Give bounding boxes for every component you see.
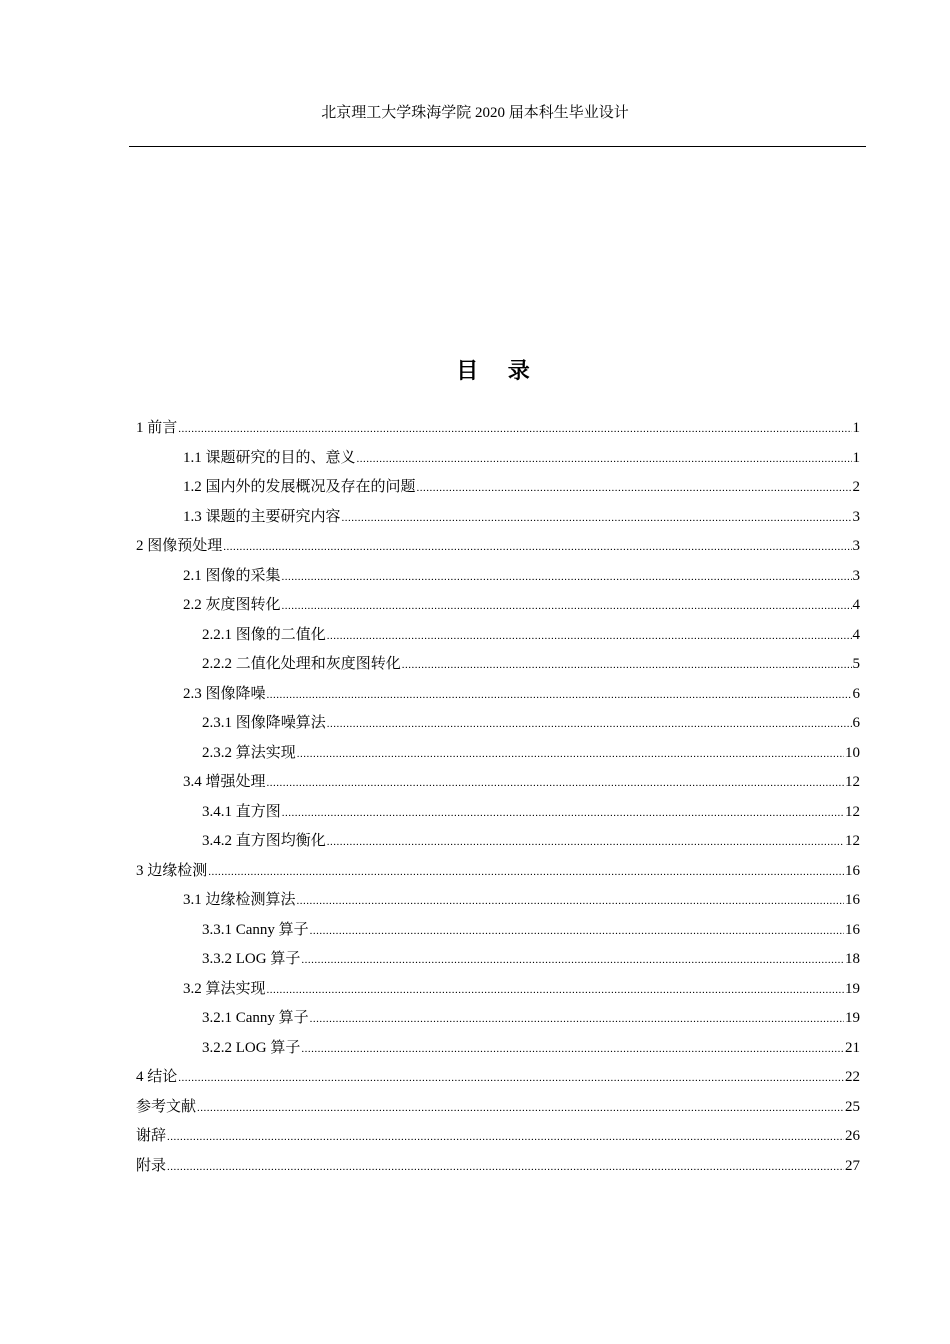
toc-leader-dots [357,445,852,475]
toc-entry-title: 2.3.1 图像降噪算法 [202,715,326,731]
toc-entry[interactable] [136,1093,860,1123]
toc-entry-title: 3.2 算法实现 [183,980,266,997]
toc-leader-dots [301,1035,844,1065]
toc-entry[interactable] [136,562,860,592]
toc-entry-page-number: 27 [845,1157,860,1174]
toc-entry-page-number: 16 [845,862,860,879]
toc-title: 目 录 [456,358,542,383]
toc-leader-dots [267,769,844,799]
toc-entry-page-number: 4 [852,597,860,613]
toc-leader-dots [310,1005,844,1035]
toc-entry-title: 1 前言 [136,420,178,436]
toc-leader-dots [167,1153,844,1183]
toc-entry-page-number: 1 [852,420,860,436]
toc-leader-dots [301,946,844,976]
toc-entry-title: 3.2.1 Canny 算子 [202,1010,309,1026]
toc-entry-page-number: 19 [845,1010,860,1026]
toc-entry[interactable] [136,1004,860,1034]
toc-entry[interactable] [136,975,860,1005]
toc-entry[interactable] [136,768,860,798]
toc-entry-title: 2 图像预处理 [136,538,223,554]
toc-entry[interactable] [136,1034,860,1064]
toc-entry[interactable] [136,739,860,769]
toc-entry-page-number: 3 [852,508,860,525]
toc-entry-title: 1.3 课题的主要研究内容 [183,508,341,525]
toc-leader-dots [223,533,851,563]
toc-entry-page-number: 1 [852,449,860,466]
toc-entry-page-number: 12 [845,833,860,849]
toc-entry-page-number: 26 [845,1128,860,1144]
toc-entry[interactable] [136,1063,860,1093]
toc-entry-title: 2.2.1 图像的二值化 [202,626,326,643]
toc-entry-title: 附录 [136,1157,167,1174]
toc-leader-dots [342,504,852,534]
toc-entry-title: 3.2.2 LOG 算子 [202,1039,301,1056]
toc-entry-title: 3.1 边缘检测算法 [183,892,296,908]
toc-leader-dots [178,415,851,445]
toc-entry[interactable] [136,1152,860,1182]
toc-entry-page-number: 22 [845,1069,860,1085]
toc-leader-dots [267,681,852,711]
toc-leader-dots [282,799,844,829]
toc-leader-dots [310,917,844,947]
toc-entry-title: 3.3.2 LOG 算子 [202,951,301,967]
toc-entry[interactable] [136,503,860,533]
toc-entry-page-number: 3 [852,567,860,584]
toc-entry-title: 参考文献 [136,1098,197,1115]
toc-leader-dots [167,1123,844,1153]
toc-entry[interactable] [136,473,860,503]
toc-entry-title: 3 边缘检测 [136,862,208,879]
toc-entry[interactable] [136,827,860,857]
toc-entry[interactable] [136,680,860,710]
toc-entry-page-number: 5 [852,656,860,672]
toc-entry[interactable] [136,591,860,621]
toc-entry-title: 2.3 图像降噪 [183,685,266,702]
toc-leader-dots [402,651,852,681]
toc-entry-page-number: 16 [845,892,860,908]
toc-entry[interactable] [136,857,860,887]
toc-leader-dots [267,976,844,1006]
toc-entry[interactable] [136,444,860,474]
toc-entry-title: 1.1 课题研究的目的、意义 [183,449,356,466]
toc-entry-title: 3.3.1 Canny 算子 [202,921,309,938]
toc-entry[interactable] [136,414,860,444]
toc-entry[interactable] [136,916,860,946]
toc-entry-title: 1.2 国内外的发展概况及存在的问题 [183,479,416,495]
page-header: 北京理工大学珠海学院 2020 届本科生毕业设计 [321,105,629,121]
toc-leader-dots [297,740,844,770]
toc-leader-dots [197,1094,844,1124]
toc-entry-page-number: 25 [845,1098,860,1115]
toc-entry-page-number: 6 [852,685,860,702]
toc-leader-dots [282,563,852,593]
toc-leader-dots [297,887,844,917]
toc-leader-dots [417,474,852,504]
toc-entry[interactable] [136,1122,860,1152]
toc-entry-title: 谢辞 [136,1128,167,1144]
toc-entry-page-number: 6 [852,715,860,731]
toc-entry[interactable] [136,650,860,680]
toc-entry-page-number: 10 [845,744,860,761]
toc-entry[interactable] [136,886,860,916]
toc-entry[interactable] [136,532,860,562]
toc-leader-dots [327,622,852,652]
toc-entry-title: 3.4.1 直方图 [202,803,281,820]
toc-entry[interactable] [136,945,860,975]
toc-entry-title: 2.1 图像的采集 [183,567,281,584]
header-rule [129,146,866,147]
toc-entry[interactable] [136,621,860,651]
toc-entry-title: 2.3.2 算法实现 [202,744,296,761]
toc-leader-dots [178,1064,844,1094]
toc-entry-page-number: 4 [852,626,860,643]
toc-entry[interactable] [136,798,860,828]
toc-entry-page-number: 21 [845,1039,860,1056]
toc-leader-dots [327,828,844,858]
toc-entry-page-number: 12 [845,774,860,790]
toc-entry-title: 3.4 增强处理 [183,774,266,790]
toc-leader-dots [282,592,852,622]
toc-entry-title: 4 结论 [136,1069,178,1085]
toc-entry-title: 3.4.2 直方图均衡化 [202,833,326,849]
table-of-contents [136,414,860,1181]
toc-entry-page-number: 19 [845,980,860,997]
toc-entry[interactable] [136,709,860,739]
toc-entry-page-number: 2 [852,479,860,495]
toc-entry-page-number: 3 [852,538,860,554]
toc-leader-dots [327,710,852,740]
toc-entry-page-number: 12 [845,803,860,820]
toc-entry-page-number: 16 [845,921,860,938]
toc-entry-title: 2.2 灰度图转化 [183,597,281,613]
toc-leader-dots [208,858,844,888]
toc-entry-page-number: 18 [845,951,860,967]
toc-entry-title: 2.2.2 二值化处理和灰度图转化 [202,656,401,672]
